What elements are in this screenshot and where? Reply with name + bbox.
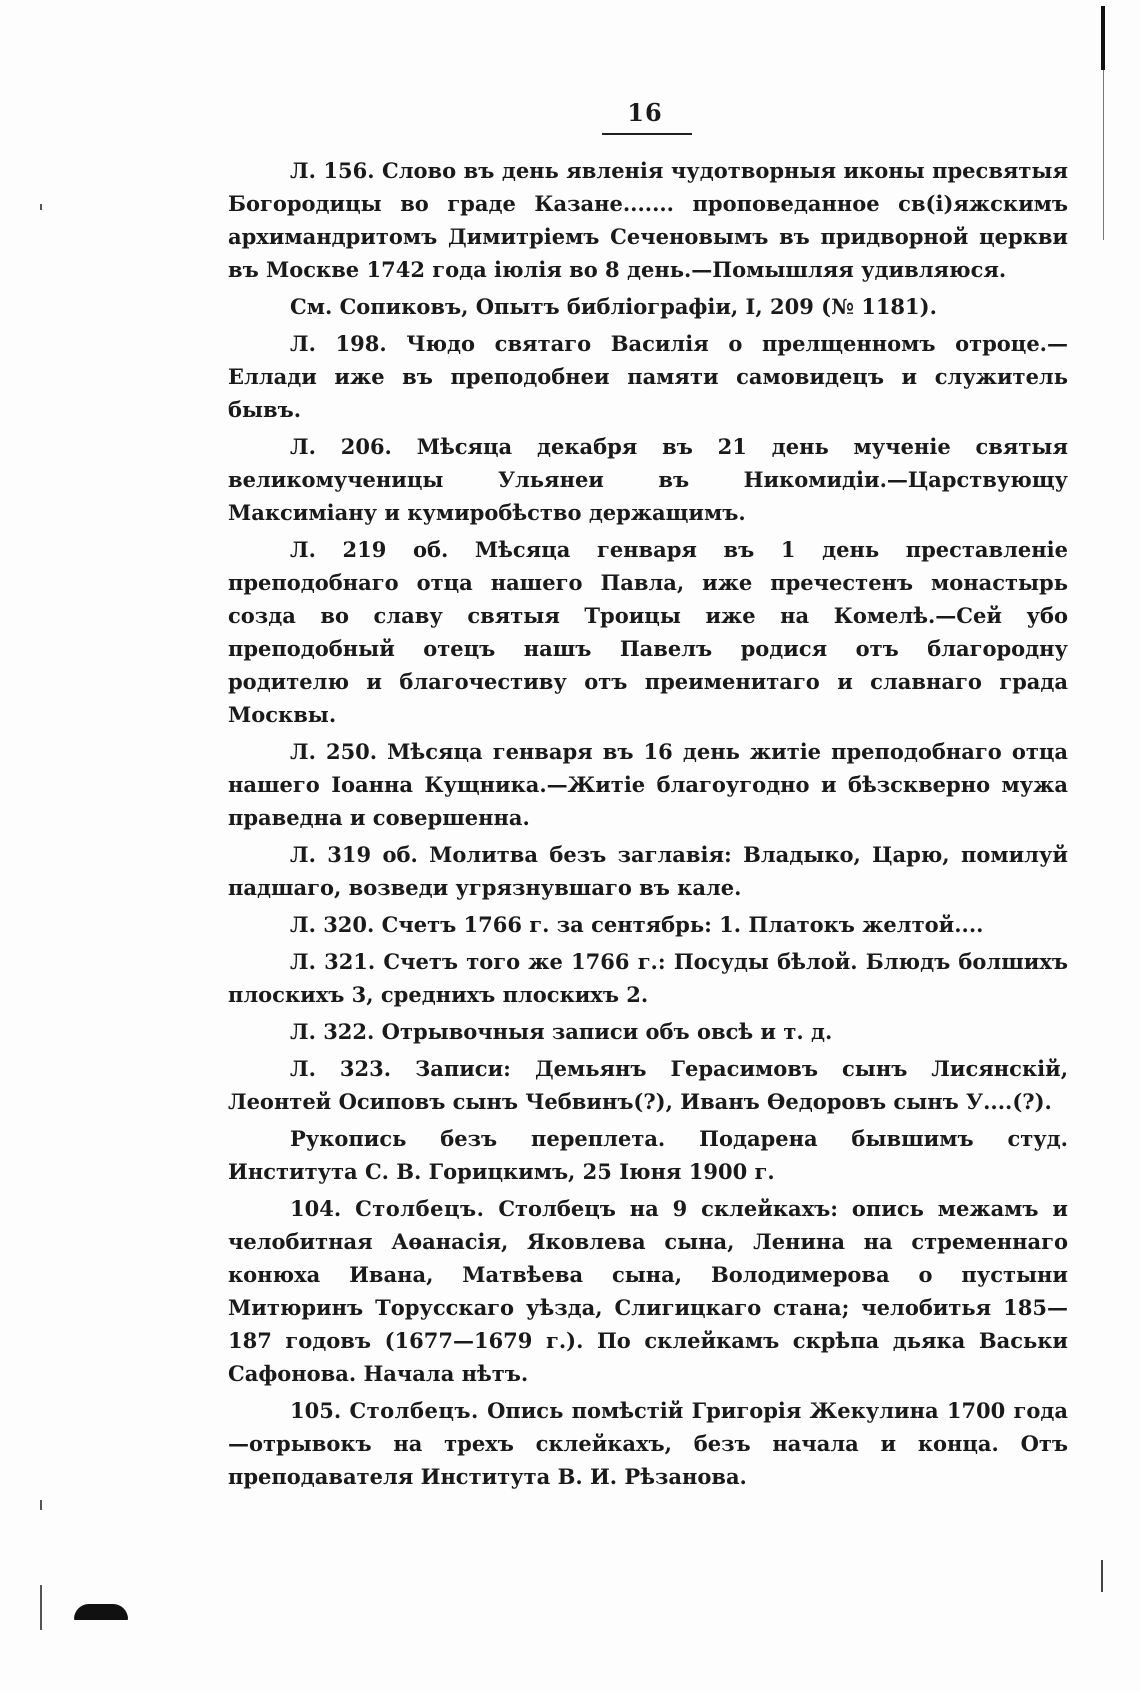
page-number-rule bbox=[602, 133, 692, 135]
library-stamp-mark bbox=[74, 1604, 128, 1620]
page-number: 16 bbox=[627, 98, 663, 127]
catalog-item-105 bbox=[228, 1394, 1068, 1493]
entry-paragraph: Л. 319 об. Молитва безъ заглавія: Владыко, Царю, помилуй падшаго, возведи угрязнувшаго въ кале. bbox=[228, 842, 1068, 900]
margin-speck bbox=[40, 204, 42, 210]
item-number: 105. bbox=[290, 1398, 342, 1423]
entry-paragraph: Л. 321. Счетъ того же 1766 г.: Посуды бѣлой. Блюдъ болшихъ плоскихъ 3, среднихъ плоскихъ 2. bbox=[228, 949, 1068, 1007]
entry-paragraph: Л. 198. Чюдо святаго Василія о прелщенномъ отроце.—Еллади иже въ преподобнеи памяти самовидецъ и служитель бывъ. bbox=[228, 331, 1068, 422]
text-column bbox=[228, 154, 1068, 1497]
item-description: Столбецъ на 9 склейкахъ: опись межамъ и челобитная Аѳанасія, Яковлева сына, Ленина на стременнаго конюха Ивана, Матвѣева сына, Володимерова о пустыни Митюринъ Торусскаго уѣзда, Слигицкаго стана; челобитья 185—187 годовъ (1677—1679 г.). По склейкамъ скрѣпа дьяка Васьки Сафонова. Начала нѣтъ. bbox=[228, 1196, 1069, 1386]
provenance-note: Рукопись безъ переплета. Подарена бывшимъ студ. Института С. В. Горицкимъ, 25 Іюня 1900 г. bbox=[228, 1126, 1068, 1184]
entry-paragraph: Л. 250. Мѣсяца генваря въ 16 день житіе преподобнаго отца нашего Іоанна Кущника.—Житіе благоугодно и бѣзскверно мужа праведна и совершенна. bbox=[228, 739, 1068, 830]
entry-paragraph: Л. 320. Счетъ 1766 г. за сентябрь: 1. Платокъ желтой.... bbox=[290, 912, 984, 937]
entry-paragraph: Л. 156. Слово въ день явленія чудотворныя иконы пресвятыя Богородицы во граде Казане....... проповеданное св(і)яжскимъ архимандритомъ Димитріемъ Сеченовымъ въ придворной церкви въ Москве 1742 года іюлія во 8 день.—Помышляя удивляюся. bbox=[228, 158, 1068, 282]
item-title: Столбецъ. bbox=[349, 1398, 479, 1423]
margin-edge-mark bbox=[40, 1585, 42, 1630]
page-edge-mark-lower bbox=[1101, 1560, 1103, 1592]
item-title: Столбецъ. bbox=[355, 1196, 485, 1221]
entry-paragraph: Л. 322. Отрывочныя записи объ овсѣ и т. д. bbox=[290, 1019, 833, 1044]
entry-paragraph: Л. 206. Мѣсяца декабря въ 21 день мученіе святыя великомученицы Ульянеи въ Никомидіи.—Царствующу Максиміану и кумиробѣство держащимъ. bbox=[228, 434, 1068, 525]
entry-paragraph: Л. 323. Записи: Демьянъ Герасимовъ сынъ Лисянскій, Леонтей Осиповъ сынъ Чебвинъ(?), Иванъ Ѳедоровъ сынъ У....(?). bbox=[228, 1056, 1068, 1114]
entry-paragraph: Л. 219 об. Мѣсяца генваря въ 1 день преставленіе преподобнаго отца нашего Павла, иже пречестенъ монастырь созда во славу святыя Троицы иже на Комелѣ.—Сей убо преподобный отецъ нашъ Павелъ родися отъ благородну родителю и благочестиву отъ преименитаго и славнаго града Москвы. bbox=[228, 537, 1068, 727]
entry-paragraph: См. Сопиковъ, Опытъ библіографіи, I, 209 (№ 1181). bbox=[290, 294, 937, 319]
catalog-item-104 bbox=[228, 1192, 1068, 1390]
item-number: 104. bbox=[290, 1196, 342, 1221]
page-edge-mark bbox=[1101, 6, 1105, 70]
page-edge-line bbox=[1103, 70, 1104, 240]
item-description: Опись помѣстій Григорія Жекулина 1700 года—отрывокъ на трехъ склейкахъ, безъ начала и конца. Отъ преподавателя Института В. И. Рѣзанова. bbox=[228, 1398, 1069, 1489]
margin-speck bbox=[40, 1500, 42, 1510]
